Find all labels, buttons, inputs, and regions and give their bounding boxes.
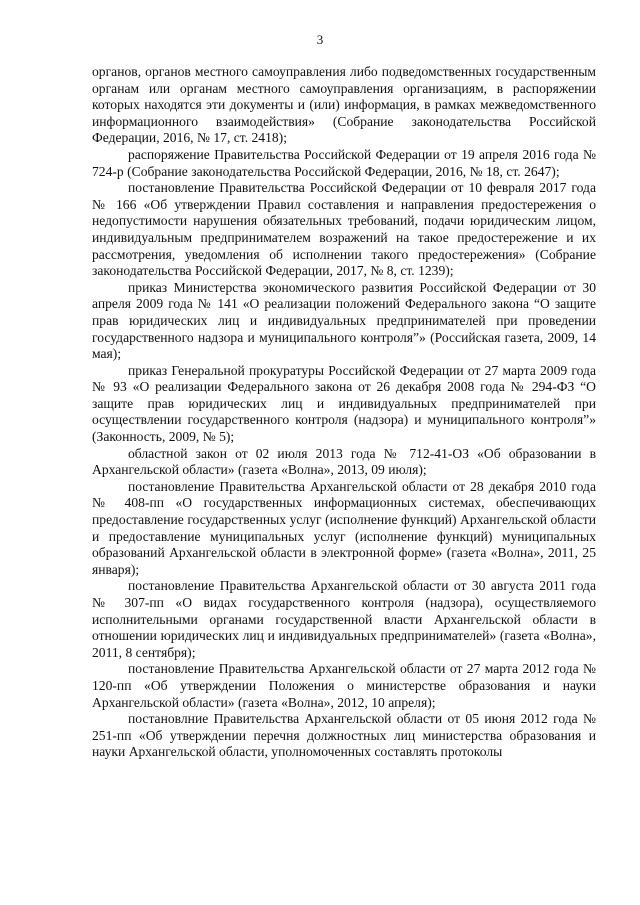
paragraph-1: органов, органов местного самоуправления либо подведомственных государственным органам или органам местного самоуправления организациям, в распоряжении которых находятся эти документы и (или) информация, в рамках межведомственного информационного взаимодействия» (Собрание законодательства Российской Федерации, 2016, № 17, ст. 2418); <box>92 64 596 146</box>
paragraph-8: постановление Правительства Архангельской области от 30 августа 2011 года № 307-пп «О видах государственного контроля (надзора), осуществляемого исполнительными органами государственной власти Архангельской области в отношении юридических лиц и индивидуальных предпринимателей» (газета «Волна», 2011, 8 сентября); <box>92 578 596 660</box>
page-number: 3 <box>316 32 324 47</box>
paragraph-4: приказ Министерства экономического развития Российской Федерации от 30 апреля 2009 года № 141 «О реализации положений Федерального закона “О защите прав юридических лиц и индивидуальных предпринимателей при проведении государственного надзора и муниципального контроля”» (Российская газета, 2009, 14 мая); <box>92 279 596 362</box>
paragraph-2: распоряжение Правительства Российской Федерации от 19 апреля 2016 года № 724-р (Собрание законодательства Российской Федерации, 2016, № 18, ст. 2647); <box>92 146 596 179</box>
document-body <box>92 64 596 761</box>
paragraph-6: областной закон от 02 июля 2013 года № 712-41-ОЗ «Об образовании в Архангельской области» (газета «Волна», 2013, 09 июля); <box>92 445 596 478</box>
paragraph-7: постановление Правительства Архангельской области от 28 декабря 2010 года № 408-пп «О государственных информационных системах, обеспечивающих предоставление государственных услуг (исполнение функций) Архангельской области и предоставление муниципальных услуг (исполнение функций) муниципальных образований Архангельской области в электронной форме» (газета «Волна», 2011, 25 января); <box>92 478 596 577</box>
paragraph-5: приказ Генеральной прокуратуры Российской Федерации от 27 марта 2009 года № 93 «О реализации Федерального закона от 26 декабря 2008 года № 294-ФЗ “О защите прав юридических лиц и индивидуальных предпринимателей при осуществлении государственного контроля (надзора) и муниципального контроля”» (Законность, 2009, № 5); <box>92 362 596 445</box>
paragraph-10: постановлние Правительства Архангельской области от 05 июня 2012 года № 251-пп «Об утверждении перечня должностных лиц министерства образования и науки Архангельской области, уполномоченных составлять протоколы <box>92 711 596 760</box>
paragraph-9: постановление Правительства Архангельской области от 27 марта 2012 года № 120-пп «Об утверждении Положения о министерстве образования и науки Архангельской области» (газета «Волна», 2012, 10 апреля); <box>92 661 596 710</box>
paragraph-3: постановление Правительства Российской Федерации от 10 февраля 2017 года № 166 «Об утверждении Правил составления и направления предостережения о недопустимости нарушения обязательных требований, подачи юридическим лицом, индивидуальным предпринимателем возражений на такое предостережение и их рассмотрения, уведомления об исполнении такого предостережения» (Собрание законодательства Российской Федерации, 2017, № 8, ст. 1239); <box>92 180 596 279</box>
